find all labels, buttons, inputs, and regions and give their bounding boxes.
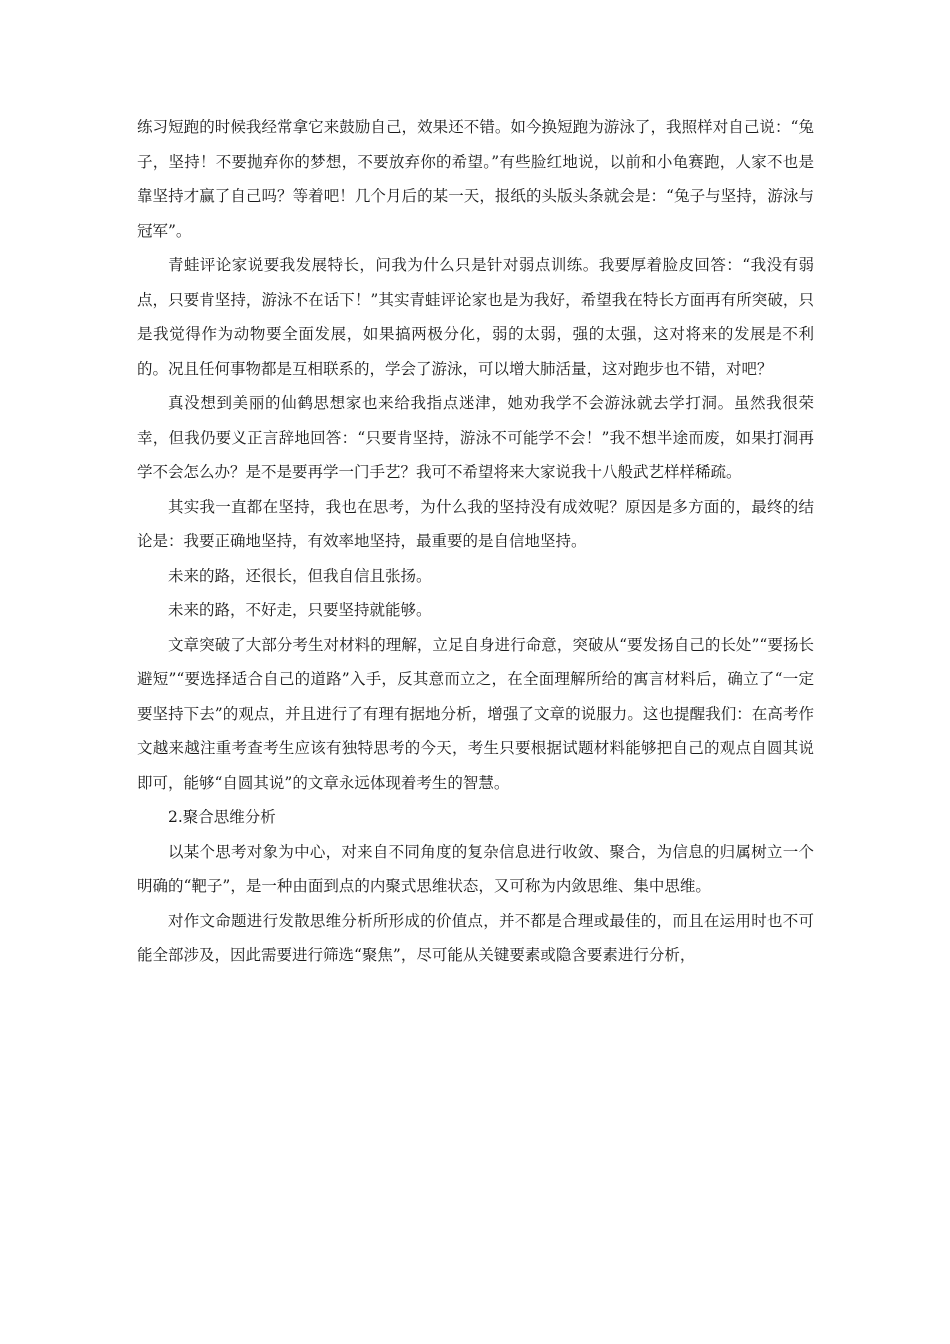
paragraph: 青蛙评论家说要我发展特长，问我为什么只是针对弱点训练。我要厚着脸皮回答：“我没有弱点，只要肯坚持，游泳不在话下！”其实青蛙评论家也是为我好，希望我在特长方面再有所突破，只是我觉得作为动物要全面发展，如果搞两极分化，弱的太弱，强的太强，这对将来的发展是不利的。况且任何事物都是互相联系的，学会了游泳，可以增大肺活量，这对跑步也不错，对吧？	[137, 256, 814, 378]
paragraph: 未来的路，不好走，只要坚持就能够。	[168, 601, 432, 619]
paragraph: 真没想到美丽的仙鹤思想家也来给我指点迷津，她劝我学不会游泳就去学打洞。虽然我很荣幸，但我仍要义正言辞地回答：“只要肯坚持，游泳不可能学不会！”我不想半途而废，如果打洞再学不会怎么办？是不是要再学一门手艺？我可不希望将来大家说我十八般武艺样样稀疏。	[137, 394, 814, 481]
paragraph: 对作文命题进行发散思维分析所形成的价值点，并不都是合理或最佳的，而且在运用时也不可能全部涉及，因此需要进行筛选“聚焦”，尽可能从关键要素或隐含要素进行分析，	[137, 911, 814, 964]
paragraph: 其实我一直都在坚持，我也在思考，为什么我的坚持没有成效呢？原因是多方面的，最终的结论是：我要正确地坚持，有效率地坚持，最重要的是自信地坚持。	[137, 497, 814, 550]
section-heading: 2.聚合思维分析	[168, 808, 276, 826]
document-page	[137, 110, 814, 973]
paragraph: 文章突破了大部分考生对材料的理解，立足自身进行命意，突破从“要发扬自己的长处”“要扬长避短”“要选择适合自己的道路”入手，反其意而立之，在全面理解所给的寓言材料后，确立了“一定要坚持下去”的观点，并且进行了有理有据地分析，增强了文章的说服力。这也提醒我们：在高考作文越来越注重考查考生应该有独特思考的今天，考生只要根据试题材料能够把自己的观点自圆其说即可，能够“自圆其说”的文章永远体现着考生的智慧。	[137, 635, 814, 792]
paragraph: 未来的路，还很长，但我自信且张扬。	[168, 566, 432, 585]
paragraph-continued: 练习短跑的时候我经常拿它来鼓励自己，效果还不错。如今换短跑为游泳了，我照样对自己说：“兔子，坚持！不要抛弃你的梦想，不要放弃你的希望。”有些脸红地说，以前和小龟赛跑，人家不也是靠坚持才赢了自己吗？等着吧！几个月后的某一天，报纸的头版头条就会是：“兔子与坚持，游泳与冠军”。	[137, 118, 814, 240]
paragraph: 以某个思考对象为中心，对来自不同角度的复杂信息进行收敛、聚合，为信息的归属树立一个明确的“靶子”，是一种由面到点的内聚式思维状态，又可称为内敛思维、集中思维。	[137, 842, 814, 895]
